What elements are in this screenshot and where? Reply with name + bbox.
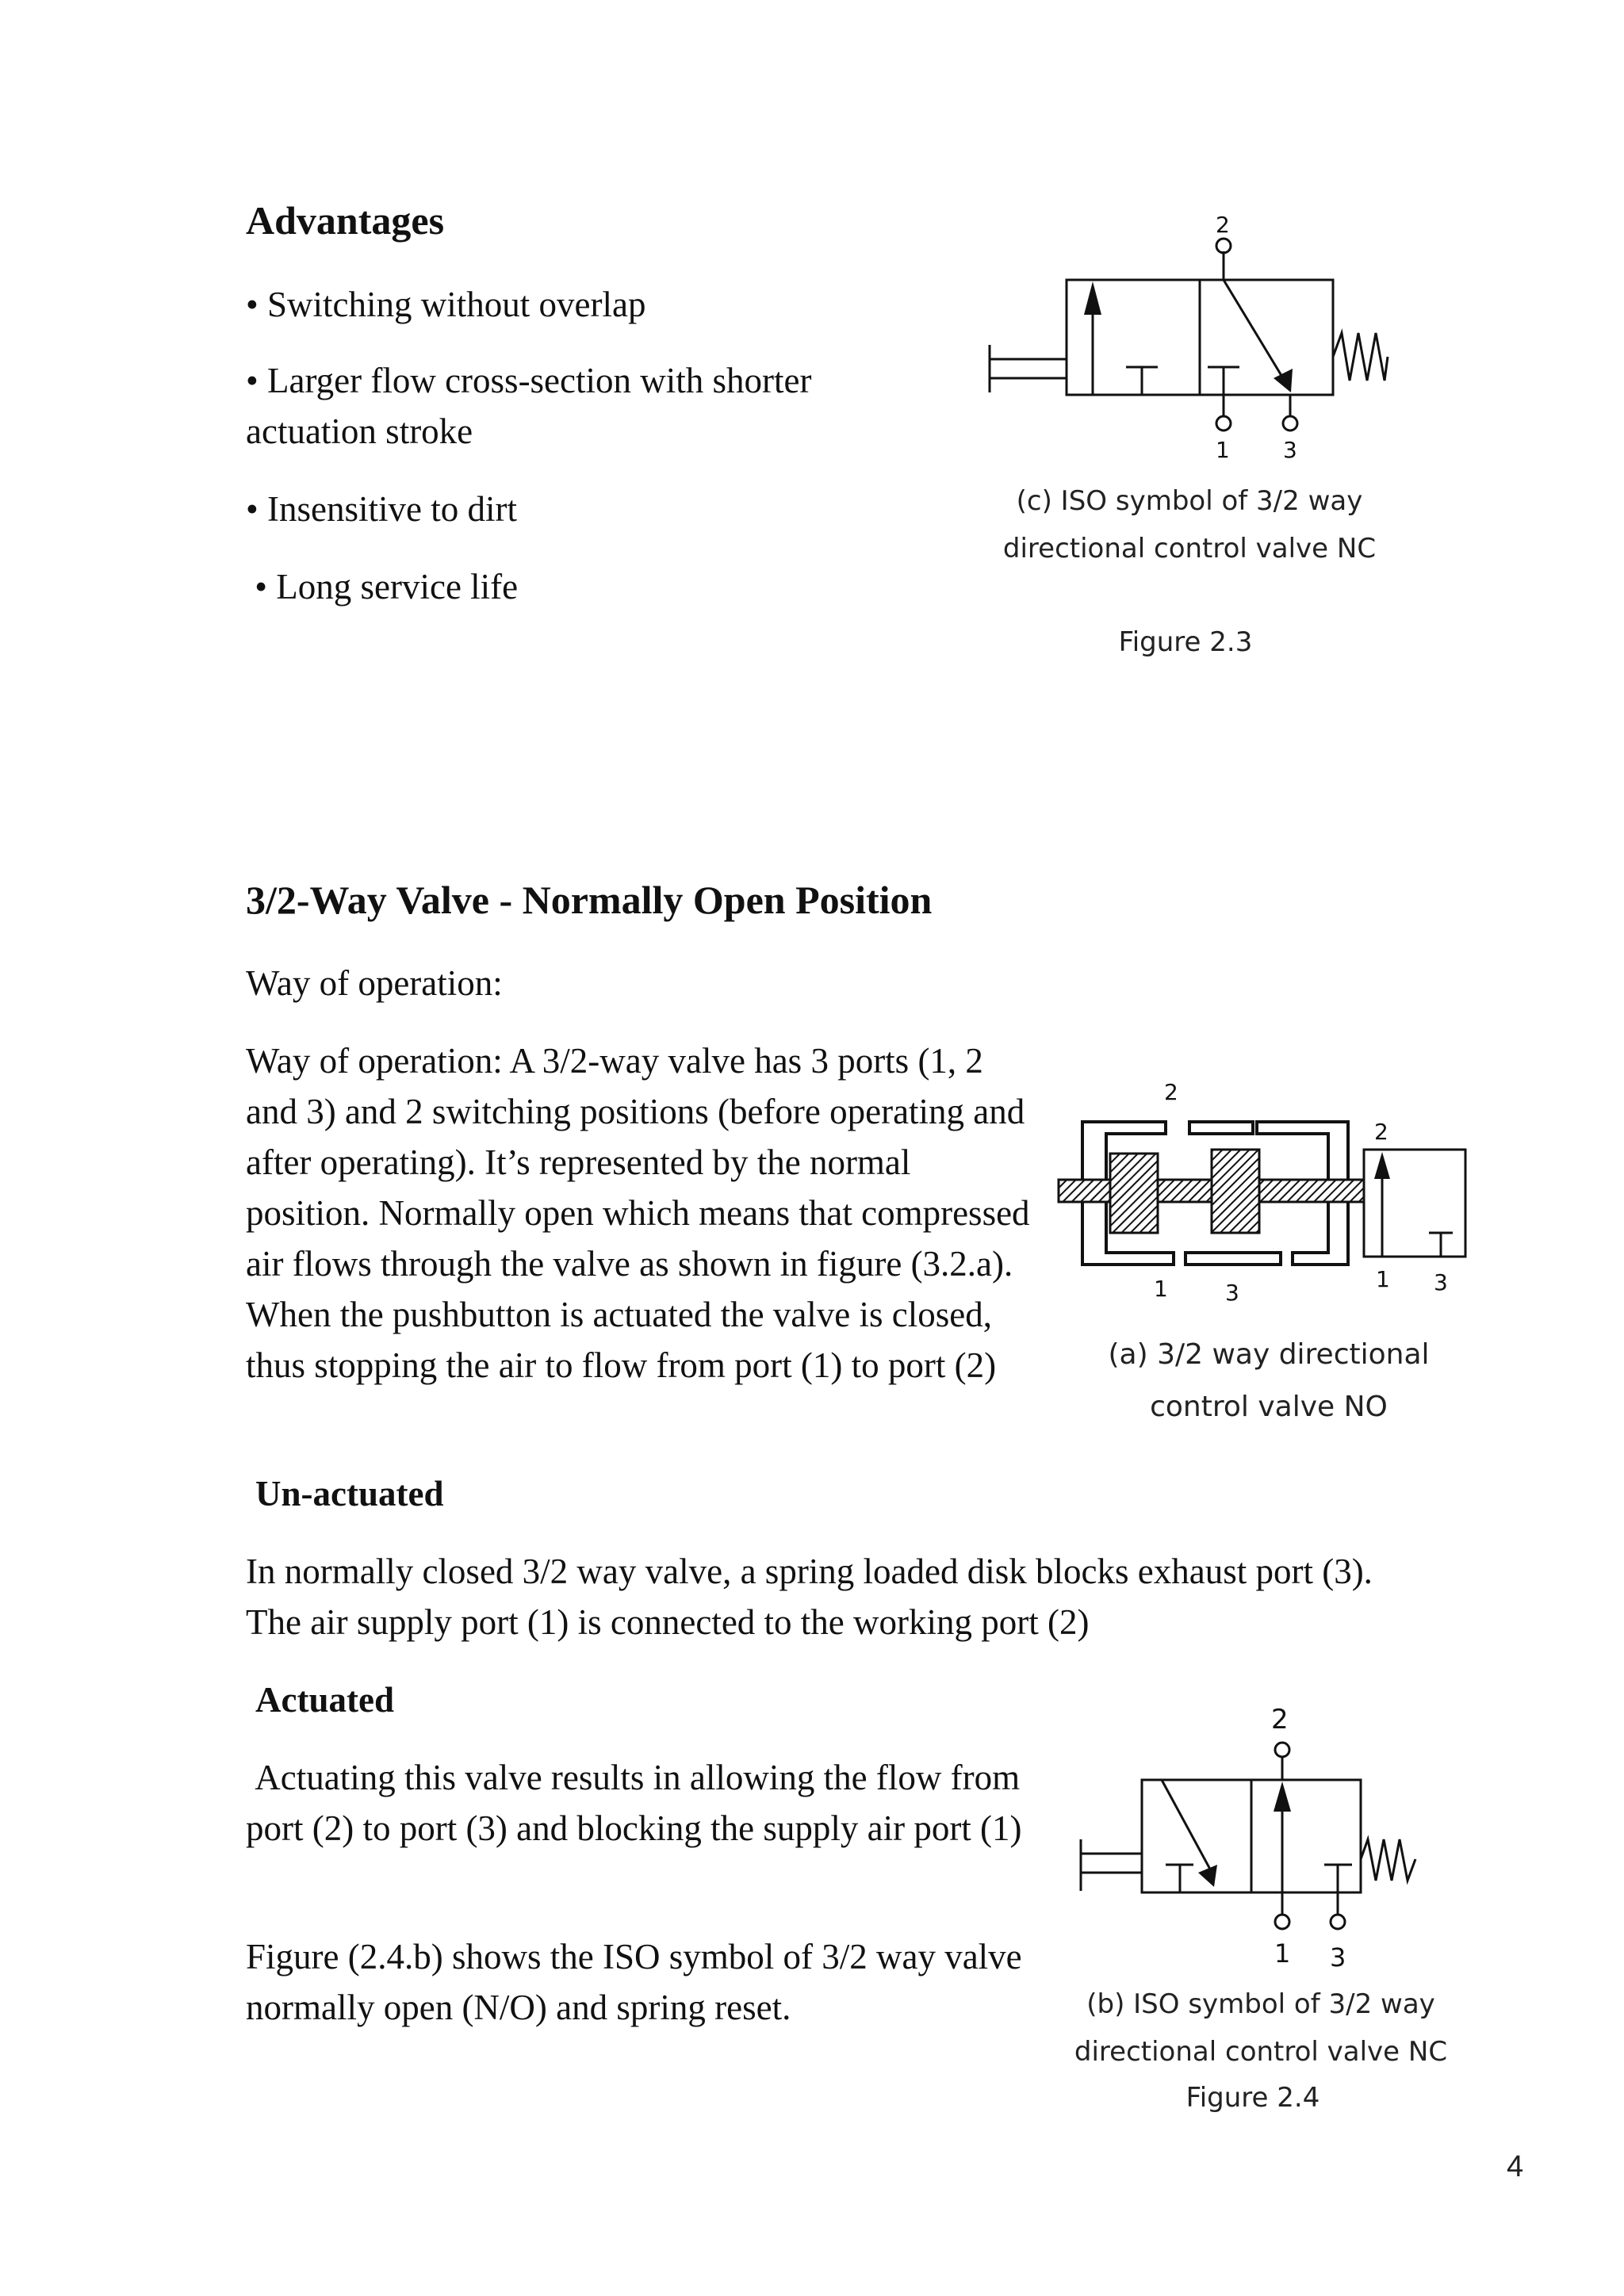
figure-c-caption-line-2: directional control valve NC: [1002, 533, 1377, 564]
figure-a-caption-line-2: control valve NO: [1150, 1391, 1388, 1423]
fig-a-left-port-1-label: 1: [1154, 1276, 1168, 1302]
figure-c-caption: [952, 477, 1427, 572]
figure-b-caption-line-1: (b) ISO symbol of 3/2 way: [1086, 1988, 1435, 2020]
fig-a-right-port-2-label: 2: [1374, 1119, 1388, 1145]
unactuated-heading: Un-actuated: [255, 1474, 444, 1513]
fig-b-port-1-label: 1: [1274, 1938, 1291, 1969]
fig-c-port-3-label: 3: [1283, 437, 1297, 463]
page-number: 4: [1507, 2150, 1524, 2183]
fig-a-right-port-1-label: 1: [1376, 1266, 1390, 1292]
section-heading-normally-open: 3/2-Way Valve - Normally Open Position: [246, 878, 933, 922]
actuated-text: Actuating this valve results in allowing the flow from port (2) to port (3) and blocking the supply air port (1): [246, 1758, 1029, 1848]
fig-b-port-2-label: 2: [1271, 1704, 1289, 1735]
advantage-item-3: • Insensitive to dirt: [246, 489, 517, 529]
figure-b-caption: [1031, 1980, 1491, 2076]
advantage-item-1: • Switching without overlap: [246, 285, 646, 324]
fig-c-port-1-label: 1: [1216, 437, 1230, 463]
figure-2-4-label: Figure 2.4: [1185, 2082, 1320, 2114]
fig-b-port-3-label: 3: [1330, 1942, 1346, 1973]
way-of-operation-label: Way of operation:: [246, 963, 503, 1003]
fig-a-left-port-3-label: 3: [1225, 1280, 1239, 1306]
fig-c-port-2-label: 2: [1216, 212, 1230, 238]
iso-symbol-3-2-no-figure-b: [1067, 1697, 1431, 1974]
figure-reference-text: Figure (2.4.b) shows the ISO symbol of 3/2 way valve normally open (N/O) and spring reset.: [246, 1937, 1022, 2027]
figure-2-3-label: Figure 2.3: [1118, 626, 1253, 658]
fig-a-left-port-2-label: 2: [1164, 1079, 1178, 1105]
figure-c-caption-line-1: (c) ISO symbol of 3/2 way: [1016, 485, 1363, 517]
figure-b-caption-line-2: directional control valve NC: [1074, 2036, 1448, 2068]
fig-a-right-port-3-label: 3: [1434, 1269, 1448, 1295]
unactuated-text: In normally closed 3/2 way valve, a spring loaded disk blocks exhaust port (3). The air supply port (1) is connected to the working port (2): [246, 1552, 1373, 1642]
actuated-heading: Actuated: [255, 1680, 394, 1720]
advantage-item-2: • Larger flow cross-section with shorter actuation stroke: [246, 361, 812, 451]
advantage-item-4: • Long service life: [246, 567, 519, 607]
valve-cross-section-figure-a: [1055, 1074, 1483, 1312]
figure-a-caption: [1055, 1329, 1483, 1433]
advantages-heading: Advantages: [246, 198, 445, 243]
figure-a-caption-line-1: (a) 3/2 way directional: [1108, 1338, 1430, 1371]
way-of-operation-paragraph: Way of operation: A 3/2-way valve has 3 ports (1, 2 and 3) and 2 switching positions (before operating and after operating). It’s represented by the normal position. Normally open which means that compressed air flows through the valve as shown in figure (3.2.a). When the pushbutton is actuated the valve is closed, thus stopping the air to flow from port (1) to port (2): [246, 1041, 1030, 1385]
iso-symbol-3-2-nc-figure-c: [975, 202, 1404, 464]
